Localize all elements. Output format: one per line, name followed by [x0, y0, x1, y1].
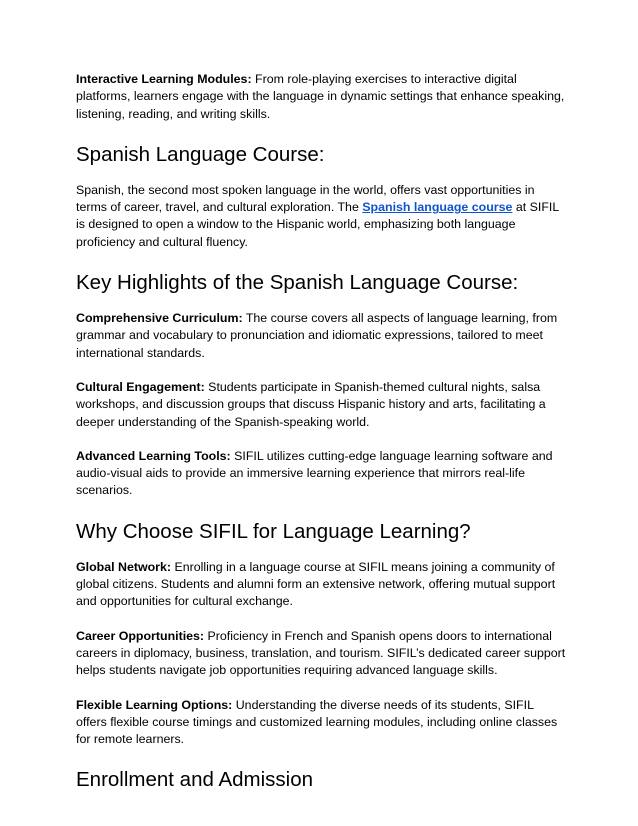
spanish-intro-paragraph: [76, 182, 566, 251]
why-global-network-paragraph: [76, 559, 566, 611]
paragraph-text: The course covers all aspects of language learning, from grammar and vocabulary to pronunciation and idiomatic expressions, tailored to meet international standards.: [76, 311, 558, 360]
paragraph-text: SIFIL utilizes cutting-edge language learning software and audio-visual aids to provide an immersive learning experience that mirrors real-life scenarios.: [76, 448, 553, 498]
paragraph-text: Students participate in Spanish-themed cultural nights, salsa workshops, and discussion groups that discuss Hispanic history and arts, facilitating a deeper understanding of the Spanish-speaking world.: [76, 379, 546, 429]
paragraph-title: Global Network:: [76, 559, 172, 574]
paragraph-title: Interactive Learning Modules:: [76, 72, 252, 86]
highlight-cultural-paragraph: [76, 379, 566, 431]
key-highlights-heading: Key Highlights of the Spanish Language Course:: [76, 271, 519, 295]
why-choose-heading: Why Choose SIFIL for Language Learning?: [76, 519, 471, 543]
highlight-tools-paragraph: [76, 448, 566, 500]
why-flexible-paragraph: [76, 697, 566, 749]
highlight-curriculum-paragraph: [76, 310, 566, 362]
why-career-paragraph: [76, 628, 566, 680]
paragraph-text: Proficiency in French and Spanish opens doors to international careers in diplomacy, business, translation, and tourism. SIFIL’s dedicated career support helps students navigate job opportunities requiring advanced language skills.: [76, 628, 566, 678]
spanish-course-heading: Spanish Language Course:: [76, 142, 325, 166]
paragraph-title: Flexible Learning Options:: [76, 697, 233, 712]
paragraph-title: Advanced Learning Tools:: [76, 448, 231, 463]
enrollment-heading: Enrollment and Admission: [76, 768, 314, 792]
document-page: [76, 71, 566, 793]
paragraph-text: From role-playing exercises to interactive digital platforms, learners engage with the language in dynamic settings that enhance speaking, listening, reading, and writing skills.: [76, 72, 565, 121]
paragraph-title: Cultural Engagement:: [76, 379, 205, 394]
paragraph-text: at SIFIL is designed to open a window to the Hispanic world, emphasizing both language proficiency and cultural fluency.: [76, 200, 559, 249]
paragraph-text: Spanish, the second most spoken language in the world, offers vast opportunities in terms of career, travel, and cultural exploration. The: [76, 182, 535, 215]
spanish-language-course-link[interactable]: Spanish language course: [362, 200, 513, 215]
paragraph-text: Understanding the diverse needs of its students, SIFIL offers flexible course timings and customized learning modules, including online classes for remote learners.: [76, 697, 558, 747]
paragraph-title: Career Opportunities:: [76, 628, 205, 643]
paragraph-text: Enrolling in a language course at SIFIL means joining a community of global citizens. Students and alumni form an extensive network, offering mutual support and opportunities for cultural exchange.: [76, 559, 556, 609]
interactive-modules-paragraph: [76, 71, 566, 123]
paragraph-title: Comprehensive Curriculum:: [76, 311, 243, 326]
